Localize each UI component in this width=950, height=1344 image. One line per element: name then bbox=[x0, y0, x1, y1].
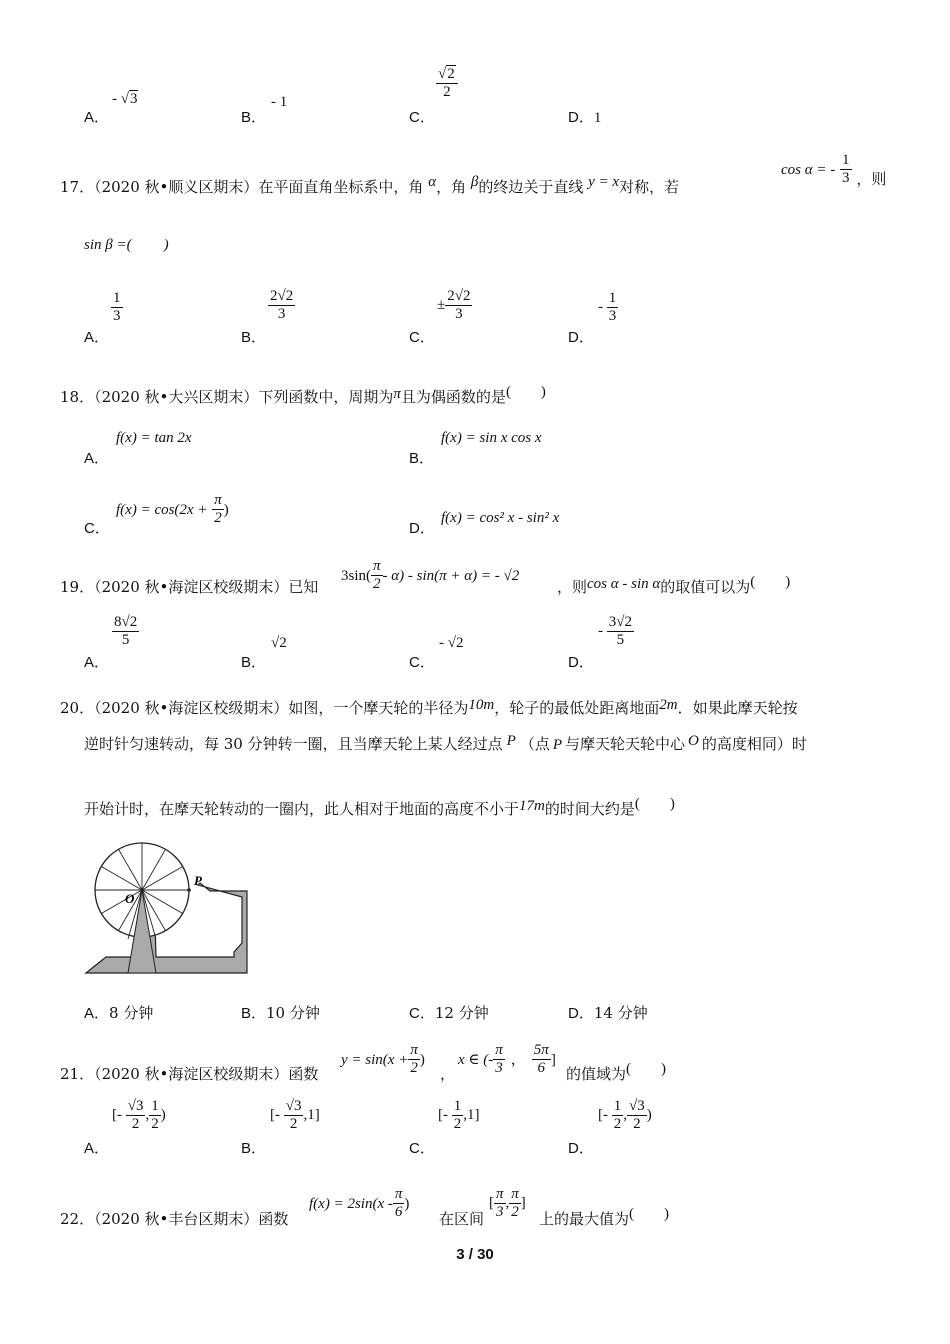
q22-stem-start: 22．（2020 秋•丰台区期末）函数 bbox=[60, 1210, 289, 1228]
q22-function: f(x) = 2sin(x - $\frac{\pi}{6}$ ) bbox=[309, 1186, 410, 1221]
q21-comma: ， bbox=[440, 1065, 456, 1083]
q21-option-b[interactable]: B． bbox=[241, 1140, 267, 1157]
q21-option-a[interactable]: A． bbox=[84, 1140, 110, 1157]
q19-option-a[interactable]: A． bbox=[84, 654, 110, 671]
q18-stem: 18．（2020 秋•大兴区期末）下列函数中，周期为π且为偶函数的是( ) bbox=[60, 384, 546, 406]
q20-line-3: 开始计时，在摩天轮转动的一圈内，此人相对于地面的高度不小于17m的时间大约是( ) bbox=[84, 796, 675, 818]
q22-stem-end: 上的最大值为( ) bbox=[539, 1206, 670, 1228]
q20-option-a[interactable]: A．8 分钟 bbox=[84, 1004, 154, 1022]
q21-stem-end: 的值域为( ) bbox=[566, 1061, 667, 1083]
q16-option-c-value: $\frac{√2}{2}$ bbox=[436, 66, 458, 102]
q16-option-b-value: - 1 bbox=[271, 94, 288, 110]
q20-line-2: 逆时针匀速转动，每 30 分钟转一圈，且当摩天轮上某人经过点 P （点 P 与摩天轮天轮中心 O 的高度相同）时 bbox=[84, 733, 807, 753]
q19-stem-start: 19．（2020 秋•海淀区校级期末）已知 bbox=[60, 578, 319, 596]
q17-option-a-value: $\frac{1}{3}$ bbox=[113, 290, 121, 325]
q21-stem-start: 21．（2020 秋•海淀区校级期末）函数 bbox=[60, 1065, 319, 1083]
page-number: 3 / 30 bbox=[456, 1246, 494, 1263]
q22-interval-label: 在区间 bbox=[439, 1210, 485, 1228]
q17-option-b-value: $\frac{2√2}{3}$ bbox=[270, 288, 294, 323]
q19-stem-end: ，则cos α - sin α的取值可以为( ) bbox=[557, 574, 791, 596]
q21-option-b-value: [- $\frac{√3}{2}$ ,1] bbox=[270, 1098, 320, 1133]
q21-option-c[interactable]: C． bbox=[409, 1140, 435, 1157]
q21-domain: x ∈ (- $\frac{\pi}{3}$ ， $\frac{5\pi}{6}$ ] bbox=[458, 1042, 556, 1077]
q17-given: cos α = - $\frac{1}{3}$ ，则 bbox=[781, 152, 887, 188]
q19-equation: 3sin( $\frac{\pi}{2}$ - α) - sin(π + α) = - √2 bbox=[341, 558, 520, 593]
q21-option-d-value: [- $\frac{1}{2}$ , $\frac{√3}{2}$ ) bbox=[598, 1098, 652, 1133]
q17-option-d-value: - $\frac{1}{3}$ bbox=[598, 290, 617, 325]
q18-option-d-value: f(x) = cos² x - sin² x bbox=[441, 510, 560, 526]
q17-option-c-value: ± $\frac{2√2}{3}$ bbox=[437, 288, 471, 323]
q17-option-d[interactable]: D． bbox=[568, 329, 594, 346]
q19-option-d[interactable]: D． bbox=[568, 654, 594, 671]
q18-option-a-value: f(x) = tan 2x bbox=[116, 430, 192, 446]
q17-option-a[interactable]: A． bbox=[84, 329, 110, 346]
ferris-wheel-figure bbox=[84, 835, 254, 977]
point-p bbox=[187, 888, 191, 892]
q20-option-b[interactable]: B．10 分钟 bbox=[241, 1004, 320, 1022]
q20-option-c[interactable]: C．12 分钟 bbox=[409, 1004, 489, 1022]
q19-option-b[interactable]: B． bbox=[241, 654, 267, 671]
q16-option-d[interactable]: D．1 bbox=[568, 109, 602, 126]
q20-line-1: 20．（2020 秋•海淀区校级期末）如图，一个摩天轮的半径为10m，轮子的最低处距离地面2m．如果此摩天轮按 bbox=[60, 697, 798, 717]
q16-option-a[interactable]: A． bbox=[84, 109, 110, 126]
q17-option-c[interactable]: C． bbox=[409, 329, 435, 346]
q16-option-b[interactable]: B． bbox=[241, 109, 267, 126]
q19-option-d-value: - $\frac{3√2}{5}$ bbox=[598, 614, 632, 649]
q17-option-b[interactable]: B． bbox=[241, 329, 267, 346]
q18-option-a[interactable]: A． bbox=[84, 450, 110, 467]
q21-function: y = sin(x + $\frac{\pi}{2}$ ) bbox=[341, 1042, 425, 1077]
q21-option-a-value: [- $\frac{√3}{2}$ , $\frac{1}{2}$ ) bbox=[112, 1098, 166, 1133]
q20-option-d[interactable]: D．14 分钟 bbox=[568, 1004, 648, 1022]
q22-interval: [ $\frac{\pi}{3}$ , $\frac{\pi}{2}$ ] bbox=[489, 1186, 526, 1221]
q18-option-c[interactable]: C． bbox=[84, 520, 110, 537]
q19-option-c-value: - √2 bbox=[439, 635, 464, 651]
label-o: O bbox=[125, 891, 135, 906]
q21-option-c-value: [- $\frac{1}{2}$ ,1] bbox=[438, 1098, 480, 1133]
q17-stem: 17．（2020 秋•顺义区期末）在平面直角坐标系中，角 α，角 β的终边关于直线 y = x对称，若 bbox=[60, 174, 680, 196]
label-p: P bbox=[194, 873, 202, 888]
q16-option-a-value: - √3 bbox=[112, 91, 138, 107]
q17-ask: sin β =( ) bbox=[84, 237, 169, 253]
q18-option-b[interactable]: B． bbox=[409, 450, 435, 467]
q18-option-b-value: f(x) = sin x cos x bbox=[441, 430, 542, 446]
q19-option-a-value: $\frac{8√2}{5}$ bbox=[114, 614, 138, 649]
q18-option-c-value: f(x) = cos(2x + $\frac{\pi}{2}$ ) bbox=[116, 492, 229, 527]
q21-option-d[interactable]: D． bbox=[568, 1140, 594, 1157]
q19-option-b-value: √2 bbox=[271, 635, 287, 651]
q16-option-c[interactable]: C． bbox=[409, 109, 435, 126]
q18-option-d[interactable]: D． bbox=[409, 520, 435, 537]
q19-option-c[interactable]: C． bbox=[409, 654, 435, 671]
